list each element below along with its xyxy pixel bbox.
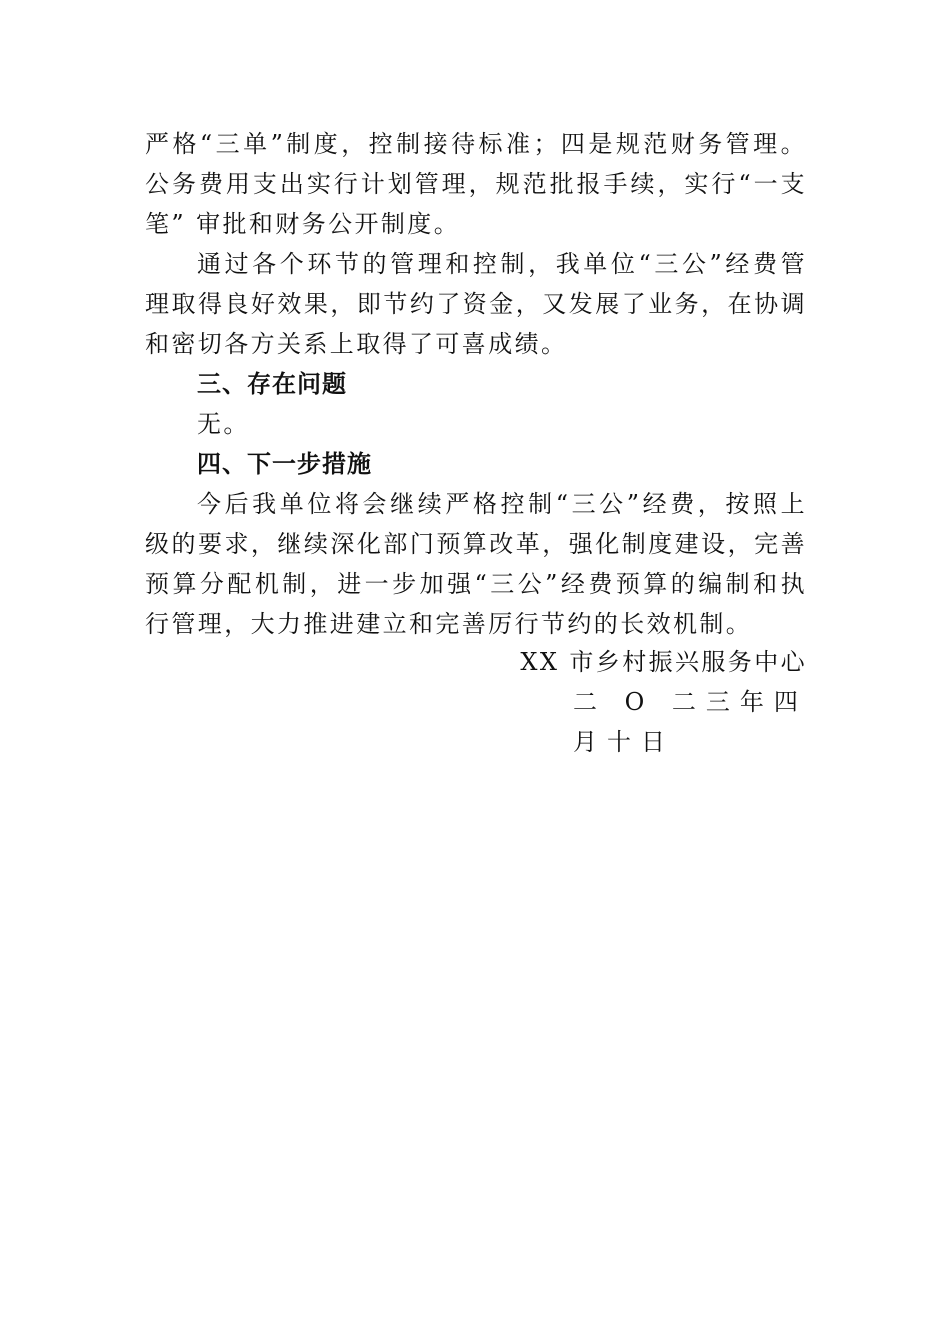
paragraph-finance-management: 严格“三单”制度，控制接待标准；四是规范财务管理。公务费用支出实行计划管理，规范批报手续，实行“一支笔” 审批和财务公开制度。 xyxy=(145,130,807,238)
heading-existing-problems: 三、存在问题 xyxy=(197,370,347,398)
heading-next-steps: 四、下一步措施 xyxy=(197,450,372,478)
paragraph-results: 通过各个环节的管理和控制，我单位“三公”经费管理取得良好效果，即节约了资金，又发展了业务，在协调和密切各方关系上取得了可喜成绩。 xyxy=(145,250,807,358)
paragraph-next-steps: 今后我单位将会继续严格控制“三公”经费，按照上级的要求，继续深化部门预算改革，强化制度建设，完善预算分配机制，进一步加强“三公”经费预算的编制和执行管理，大力推进建立和完善厉行节约的长效机制。 xyxy=(145,490,807,638)
signature-organization: XX 市乡村振兴服务中心 xyxy=(520,648,807,676)
signature-date: 二 O 二三年四月十日 xyxy=(573,688,808,756)
paragraph-no-problems: 无。 xyxy=(197,410,250,438)
document-page xyxy=(145,124,808,756)
